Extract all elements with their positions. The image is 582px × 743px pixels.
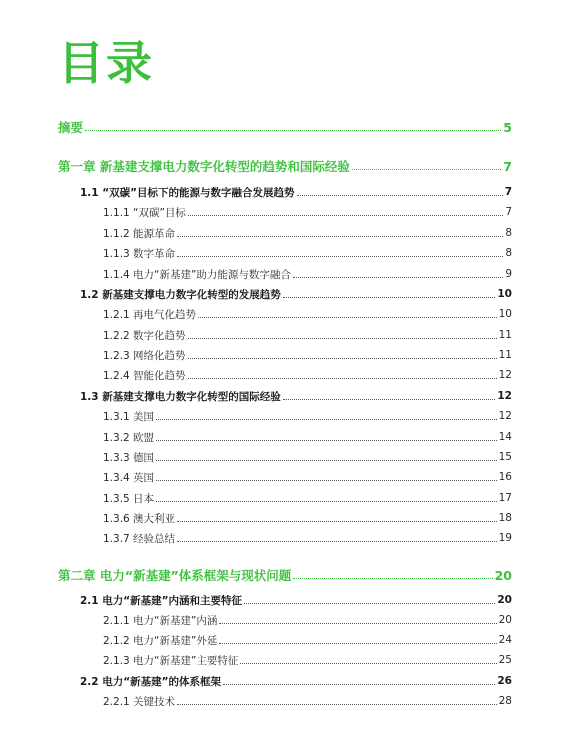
toc-dot-leader [177,236,503,237]
toc-section-entry[interactable] [0,387,582,405]
toc-entry-page-number: 18 [498,512,512,524]
toc-dot-leader [283,297,496,298]
toc-entry-label: 2.1.2 电力“新基建”外延 [103,634,218,647]
toc-entry-label: 1.3.2 欧盟 [103,431,155,444]
toc-entry-label: 1.3.3 德国 [103,451,155,464]
toc-entry-label: 第二章 电力“新基建”体系框架与现状问题 [58,568,292,583]
toc-subsection-entry[interactable] [0,468,582,486]
toc-entry-page-number: 8 [505,247,512,259]
toc-dot-leader [177,704,497,705]
toc-entry-label: 1.1.3 数字革命 [103,247,176,260]
toc-subsection-entry[interactable] [0,489,582,507]
toc-entry-page-number: 10 [497,288,512,300]
toc-section-entry[interactable] [0,672,582,690]
toc-entry-label: 1.2.3 网络化趋势 [103,349,186,362]
toc-subsection-entry[interactable] [0,244,582,262]
toc-subsection-entry[interactable] [0,346,582,364]
toc-entry-label: 1.2.2 数字化趋势 [103,329,186,342]
toc-entry-label: 摘要 [58,120,84,135]
toc-entry-page-number: 9 [505,268,512,280]
toc-section-entry[interactable] [0,183,582,201]
toc-subsection-entry[interactable] [0,509,582,527]
toc-entry-label: 1.3.7 经验总结 [103,532,176,545]
toc-subsection-entry[interactable] [0,428,582,446]
toc-dot-leader [188,215,503,216]
toc-entry-page-number: 17 [498,492,512,504]
toc-dot-leader [188,378,497,379]
toc-dot-leader [244,603,495,604]
toc-entry-page-number: 15 [498,451,512,463]
toc-entry-label: 1.3 新基建支撑电力数字化转型的国际经验 [80,390,281,403]
toc-entry-label: 2.2.1 关键技术 [103,695,176,708]
toc-entry-page-number: 20 [498,614,512,626]
toc-entry-label: 1.1 “双碳”目标下的能源与数字融合发展趋势 [80,186,295,199]
toc-chapter-entry[interactable] [0,118,582,136]
toc-entry-label: 1.2.4 智能化趋势 [103,369,186,382]
toc-entry-page-number: 8 [505,227,512,239]
toc-dot-leader [283,399,496,400]
toc-entry-page-number: 16 [498,471,512,483]
toc-entry-label: 1.3.5 日本 [103,492,155,505]
toc-entry-page-number: 20 [494,567,512,583]
toc-entry-page-number: 7 [504,186,512,198]
toc-entry-page-number: 12 [497,390,512,402]
toc-subsection-entry[interactable] [0,224,582,242]
toc-entry-label: 1.1.2 能源革命 [103,227,176,240]
toc-dot-leader [297,195,503,196]
toc-entry-page-number: 28 [498,695,512,707]
toc-entry-label: 2.2 电力“新基建”的体系框架 [80,675,222,688]
toc-dot-leader [156,501,497,502]
toc-subsection-entry[interactable] [0,366,582,384]
toc-entry-page-number: 10 [498,308,512,320]
toc-entry-page-number: 7 [505,206,512,218]
toc-entry-label: 2.1.3 电力“新基建”主要特征 [103,654,239,667]
toc-dot-leader [293,578,492,579]
toc-entry-label: 2.1 电力“新基建”内涵和主要特征 [80,594,243,607]
toc-entry-label: 1.3.1 美国 [103,410,155,423]
toc-dot-leader [156,460,497,461]
toc-dot-leader [219,623,496,624]
toc-entry-page-number: 11 [498,349,512,361]
toc-dot-leader [352,169,501,170]
toc-subsection-entry[interactable] [0,265,582,283]
toc-subsection-entry[interactable] [0,651,582,669]
toc-subsection-entry[interactable] [0,448,582,466]
toc-dot-leader [188,358,497,359]
toc-section-entry[interactable] [0,591,582,609]
toc-entry-page-number: 7 [503,158,512,174]
toc-dot-leader [156,419,497,420]
toc-subsection-entry[interactable] [0,611,582,629]
toc-chapter-entry[interactable] [0,566,582,584]
toc-section-entry[interactable] [0,285,582,303]
toc-dot-leader [188,338,497,339]
toc-subsection-entry[interactable] [0,631,582,649]
toc-entry-label: 1.2.1 再电气化趋势 [103,308,197,321]
toc-subsection-entry[interactable] [0,203,582,221]
toc-entry-label: 2.1.1 电力“新基建”内涵 [103,614,218,627]
toc-dot-leader [240,663,496,664]
toc-entry-label: 1.3.4 英国 [103,471,155,484]
toc-dot-leader [156,480,497,481]
toc-dot-leader [177,541,497,542]
toc-entry-page-number: 11 [498,329,512,341]
toc-subsection-entry[interactable] [0,692,582,710]
toc-entry-page-number: 20 [497,594,512,606]
toc-entry-label: 1.2 新基建支撑电力数字化转型的发展趋势 [80,288,281,301]
toc-dot-leader [223,684,495,685]
toc-entry-page-number: 12 [498,410,512,422]
toc-entry-label: 1.1.1 “双碳”目标 [103,206,186,219]
toc-entry-page-number: 25 [498,654,512,666]
toc-entry-page-number: 14 [498,431,512,443]
toc-dot-leader [219,643,496,644]
page-title: 目录 [58,36,154,90]
toc-entry-label: 第一章 新基建支撑电力数字化转型的趋势和国际经验 [58,159,350,174]
toc-entry-label: 1.3.6 澳大利亚 [103,512,176,525]
toc-dot-leader [177,256,503,257]
toc-dot-leader [156,440,497,441]
toc-dot-leader [85,130,501,131]
toc-dot-leader [293,277,503,278]
toc-entry-page-number: 26 [497,675,512,687]
toc-subsection-entry[interactable] [0,326,582,344]
toc-entry-page-number: 12 [498,369,512,381]
toc-chapter-entry[interactable] [0,157,582,175]
toc-entry-label: 1.1.4 电力“新基建”助力能源与数字融合 [103,268,291,281]
toc-entry-page-number: 24 [498,634,512,646]
toc-subsection-entry[interactable] [0,529,582,547]
toc-dot-leader [177,521,497,522]
toc-subsection-entry[interactable] [0,305,582,323]
toc-entry-page-number: 19 [498,532,512,544]
toc-dot-leader [198,317,497,318]
toc-entry-page-number: 5 [503,119,512,135]
toc-subsection-entry[interactable] [0,407,582,425]
